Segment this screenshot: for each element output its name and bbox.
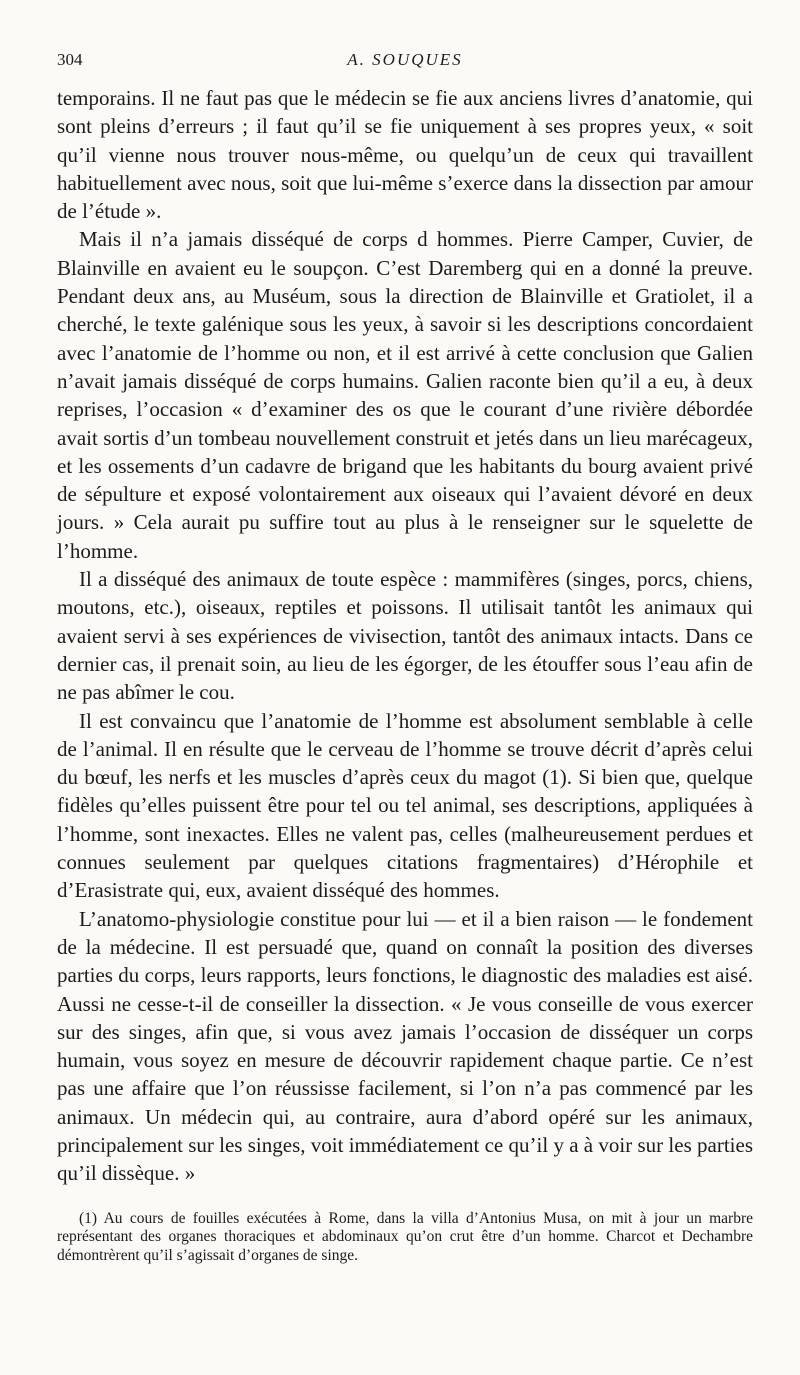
- footnote-text: (1) Au cours de fouilles exécutées à Rome, dans la villa d’Antonius Musa, on mit à jour un marbre représentant des organes thoraciques et abdominaux qu’on crut être d’un homme. Charcot et Dechambre démontrèrent qu’il s’agissait d’organes de singe.: [57, 1209, 753, 1264]
- book-page: [57, 50, 753, 1265]
- page-number: 304: [57, 50, 83, 69]
- footnote: [57, 1210, 753, 1266]
- paragraph: Il est convaincu que l’anatomie de l’homme est absolument semblable à celle de l’animal. Il en résulte que le cerveau de l’homme se trouve décrit d’après celui du bœuf, les nerfs et les muscles d’après ceux du magot (1). Si bien que, quelque fidèles qu’elles puissent être pour tel ou tel animal, ses descriptions, appliquées à l’homme, sont inexactes. Elles ne valent pas, celles (malheureusement perdues et connues seulement par quelques citations fragmentaires) d’Hérophile et d’Erasistrate qui, eux, avaient disséqué des hommes.: [57, 708, 753, 903]
- body-text: [57, 84, 753, 1188]
- paragraph: Mais il n’a jamais disséqué de corps d hommes. Pierre Camper, Cuvier, de Blainville en avaient eu le soupçon. C’est Daremberg qui en a donné la preuve. Pendant deux ans, au Muséum, sous la direction de Blainville et Gratiolet, il a cherché, le texte galénique sous les yeux, à savoir si les descriptions concordaient avec l’anatomie de l’homme ou non, et il est arrivé à cette conclusion que Galien n’avait jamais disséqué de corps humains. Galien raconte bien qu’il a eu, à deux reprises, l’occasion « d’examiner des os que le courant d’une rivière débordée avait sortis d’un tombeau nouvellement construit et jetés dans un lieu marécageux, et les ossements d’un cadavre de brigand que les habitants du bourg avaient privé de sépulture et exposé volontairement aux oiseaux qui l’avaient dévoré en deux jours. » Cela aurait pu suffire tout au plus à le renseigner sur le squelette de l’homme.: [57, 227, 753, 563]
- paragraph: temporains. Il ne faut pas que le médecin se fie aux anciens livres d’anatomie, qui sont pleins d’erreurs ; il faut qu’il se fie uniquement à ses propres yeux, « soit qu’il vienne nous trouver nous-même, ou quelqu’un de ceux qui travaillent habituellement avec nous, soit que lui-même s’exerce dans la dissection par amour de l’étude ».: [57, 86, 753, 224]
- paragraph: L’anatomo-physiologie constitue pour lui — et il a bien raison — le fondement de la médecine. Il est persuadé que, quand on connaît la position des diverses parties du corps, leurs rapports, leurs fonctions, le diagnostic des maladies est aisé. Aussi ne cesse-t-il de conseiller la dissection. « Je vous conseille de vous exercer sur des singes, afin que, si vous avez jamais l’occasion de disséquer un corps humain, vous soyez en mesure de découvrir rapidement chaque partie. Ce n’est pas une affaire que l’on réussisse facilement, si l’on n’a pas commencé par les animaux. Un médecin qui, au contraire, aura d’abord opéré sur les animaux, principalement sur les singes, voit immédiatement ce qu’il y a à voir sur les parties qu’il dissèque. »: [57, 906, 753, 1186]
- paragraph: Il a disséqué des animaux de toute espèce : mammifères (singes, porcs, chiens, moutons, etc.), oiseaux, reptiles et poissons. Il utilisait tantôt les animaux qui avaient servi à ses expériences de vivisection, tantôt des animaux intacts. Dans ce dernier cas, il prenait soin, au lieu de les égorger, de les étouffer sous l’eau afin de ne pas abîmer le cou.: [57, 567, 753, 705]
- page-header: [57, 50, 753, 84]
- running-head: A. SOUQUES: [347, 50, 463, 69]
